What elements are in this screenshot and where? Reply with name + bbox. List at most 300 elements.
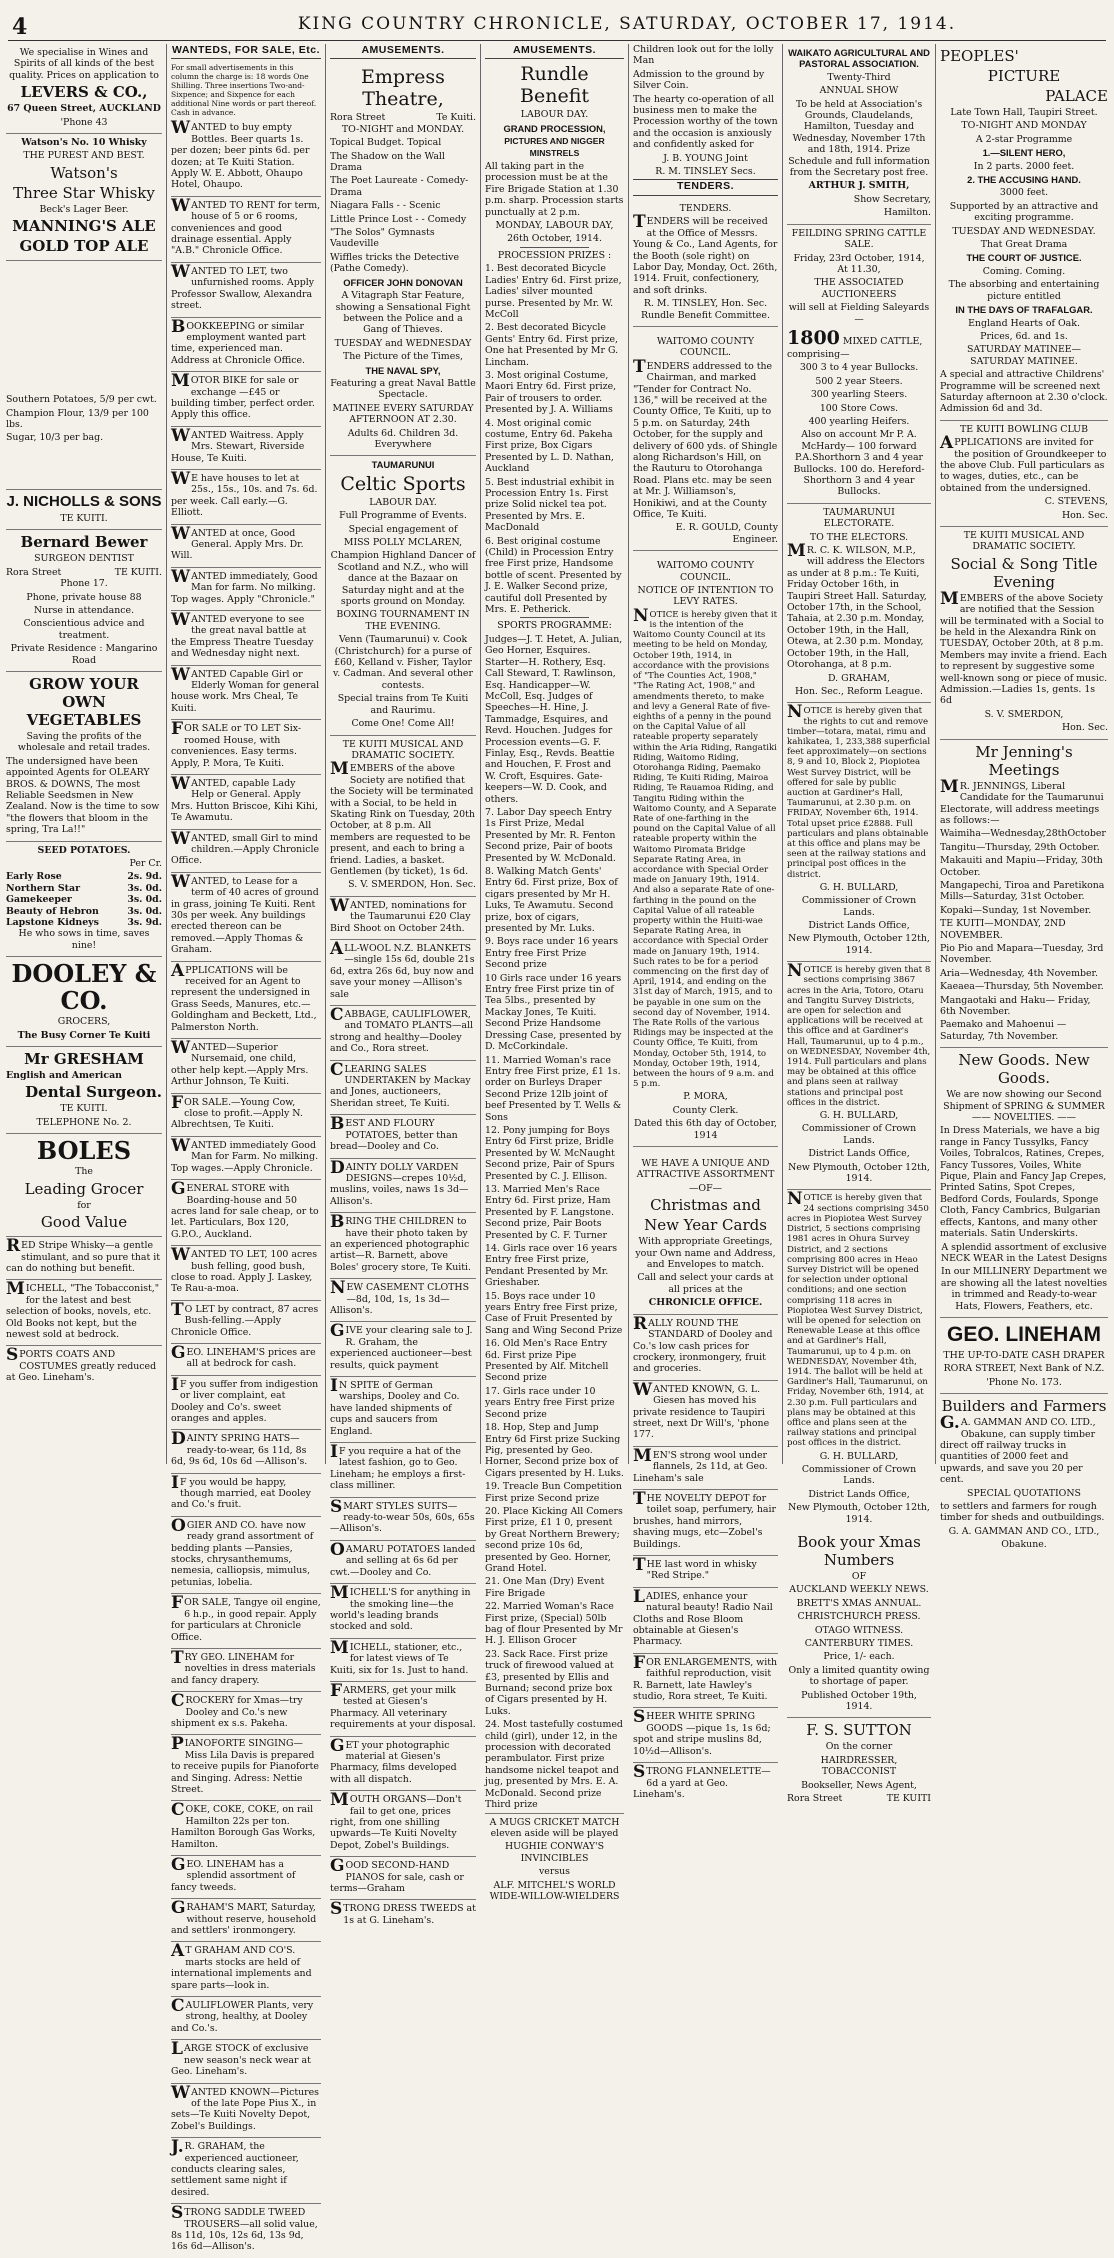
xmas-numbers-list [787, 1584, 931, 1649]
event-item: 23. Sack Race. First prize truck of firewood valued at £3, presented by Ellis and Burnand; second prize box of Cigars presented by H. Luks. [485, 1648, 614, 1717]
cattle-lot: 400 yearling Heifers. [808, 415, 910, 427]
small-ad-text: GET your photographic material at Giesen's Pharmacy, films developed with all dispatch. [330, 1735, 457, 1785]
admission-line: Admission to the ground by Silver Coin. [633, 68, 765, 92]
small-ad [330, 1857, 476, 1900]
small-ads [6, 1237, 162, 1388]
small-ad-text: STRONG DRESS TWEEDS at 1s at G. Lineham's. [330, 1899, 476, 1926]
palace-court: THE COURT OF JUSTICE. [966, 252, 1082, 264]
classified-ad [171, 427, 321, 470]
seed-potatoes-ad [6, 842, 162, 958]
xmas-office: CHRONICLE OFFICE. [648, 1297, 763, 1309]
small-ad-text: THE last word in whisky "Red Stripe." [633, 1555, 757, 1582]
bewer-phone: Phone 17. [60, 578, 108, 590]
celtic-sports-ad [330, 456, 476, 735]
small-ad-text: SHEER WHITE SPRING GOODS —pique 1s, 1s 6d; spot and stripe muslins 8d, 10½d—Allison's. [633, 1707, 771, 1757]
divider [520, 247, 590, 248]
social-sign2: Hon. Sec. [1061, 722, 1108, 734]
tenders-sign: R. M. TINSLEY, Hon. Sec. Rundle Benefit Committee. [641, 298, 770, 321]
prizes-heading: PROCESSION PRIZES : [497, 249, 612, 261]
feilding-who: THE ASSOCIATED AUCTIONEERS [814, 277, 904, 300]
classified-ad [171, 1376, 321, 1431]
classified-ad-text: WE have houses to let at 25s., 15s., 10s. and 7s. 6d. per week. Call early.—G. Elliott. [171, 468, 318, 519]
meeting-line: Mangaotaki and Haku— Friday, 6th November. [940, 994, 1091, 1017]
lineham-name: GEO. LINEHAM [946, 1322, 1101, 1346]
rundle-title: Rundle Benefit [520, 63, 589, 108]
small-ad-text: CLEARING SALES UNDERTAKEN by Mackay and Jones, auctioneers, Sheridan street, Te Kuiti. [330, 1059, 471, 1109]
notice-text: NOTICE is hereby given that 8 sections comprising 3867 acres in the Aria, Totoro, Otaru and Tangitu Survey Districts, are open for selection and applications will be received at this office and at Gardiner's Hall, Taumarunui, up to 4 p.m., on WEDNESDAY, November 4th, 1914. Full particulars and plans may be obtained at this office and plans seen at railway stations and principal post offices in the district. [787, 961, 931, 1108]
small-ad-text: LADIES, enhance your natural beauty! Radio Nail Cloths and Rose Bloom obtainable at Giesen's Pharmacy. [633, 1586, 773, 1648]
seed-price: 3s. 0d. [127, 905, 162, 917]
palace-loc: Late Town Hall, Taupiri Street. [950, 107, 1098, 118]
seed-name: Lapstone Kidneys [6, 917, 99, 929]
musical-sign: S. V. SMERDON, Hon. Sec. [348, 879, 476, 891]
classified-ad-text: WANTED Capable Girl or Elderly Woman for general house work. Mrs Cheal, Te Kuiti. [171, 664, 320, 714]
procession-prizes [485, 263, 624, 615]
classified-ad [171, 372, 321, 427]
price-line: Sugar, 10/3 per bag. [6, 432, 104, 444]
notice-sign-name: G. H. BULLARD, [819, 1110, 899, 1122]
classified-ad-text: WANTED immediately Good Man for Farm. No milking. Top wages.—Apply Chronicle. [171, 1135, 319, 1174]
small-ad-text: STRONG FLANNELETTE—6d a yard at Geo. Lineham's. [633, 1762, 771, 1800]
classified-ad [171, 1180, 321, 1246]
column-3 [326, 44, 480, 1926]
levers-name: LEVERS & CO., [20, 83, 148, 102]
feilding-mixed: MIXED CATTLE, comprising— [787, 335, 923, 360]
seed-price: 3s. 0d. [127, 894, 162, 906]
event-item: 13. Married Men's Race Entry 6d. First prize, Ham Presented by F. Langstone. Second prize, Pair Boots Presented by C. F. Turner [485, 1183, 614, 1241]
lineham-street: RORA STREET, Next Bank of N.Z. [943, 1363, 1105, 1375]
notice-sign-date: New Plymouth, October 12th, 1914. [788, 1161, 930, 1185]
small-ad [633, 1381, 778, 1447]
land-notice [787, 962, 931, 1190]
small-ad-text: DAINTY DOLLY VARDEN DESIGNS—crepes 10½d, muslins, voiles, naws 1s 3d—Allison's. [330, 1157, 469, 1207]
goods-body: In Dress Materials, we have a big range in Fancy Tussylks, Fancy Voiles, Tobralcos, Ratines, Crepes, Fancy Tussores, Voiles, White Pique, Plain and Fancy Jap Crepes, Printed Satins, Spot Crepes, Bedford Cords, Foulards, Sponge Cloth, Fancy Cambrics, Bulgarian effects, Kantons, and many other materials. Satin Underskirts. [940, 1125, 1107, 1240]
notice-sign-title: Commissioner of Crown Lands. [801, 1463, 917, 1487]
electorate-sign2: Hon. Sec., Reform League. [795, 685, 923, 697]
classified-ad-text: WANTED, capable Lady Help or General. Apply Mrs. Hutton Briscoe, Kihi Kihi, Te Awamutu. [171, 773, 318, 824]
program-line: Topical Budget. Topical [330, 137, 442, 149]
watson-ad [6, 134, 162, 261]
prize-item: 2. Best decorated Bicycle Gents' Entry 6d. First prize, One hat Presented by Mr G. Lincham. [485, 322, 619, 368]
event-item: 18. Hop, Step and Jump Entry 6d First prize Sucking Pig, presented by Geo. Horner, Second prize box of Cigars presented by H. Luks. [485, 1422, 624, 1479]
event-item: 20. Place Kicking All Comers First prize, £1 1 0, present by Great Northern Brewery; second prize 10s 6d, presented by Geo. Horner, Grand Hotel. [485, 1505, 623, 1574]
waitomo-tender-ad [633, 327, 778, 551]
classified-ad [171, 568, 321, 611]
gresham-town: TE KUITI. [60, 1103, 108, 1115]
palace-t1: PEOPLES' [940, 47, 1019, 65]
electorate-sub: TO THE ELECTORS. [809, 531, 909, 543]
lineham-phone: 'Phone No. 173. [986, 1376, 1062, 1388]
classified-ad-text: WANTED everyone to see the great naval battle at the Empress Theatre Tuesday and Wednesday night next. [171, 610, 314, 660]
sutton-street: Rora Street [787, 1793, 843, 1805]
gresham-ad [6, 1047, 162, 1134]
small-ad [633, 1447, 778, 1490]
small-ad [330, 1639, 476, 1682]
tenders-heading: TENDERS. [633, 179, 778, 195]
small-ad [633, 1315, 778, 1381]
prize-item: 5. Best industrial exhibit in Procession Entry 1s. First prize Solid nickel tea pot. Presented by Mrs. E. MacDonald [485, 476, 615, 534]
bewer-town: TE KUITI. [114, 566, 162, 578]
paper-title: CHRISTCHURCH PRESS. [797, 1611, 921, 1623]
column-4 [481, 44, 628, 1902]
seed-name: Northern Star [6, 882, 81, 894]
classified-ad [171, 1801, 321, 1856]
empress-when: TO-NIGHT and MONDAY. [341, 123, 465, 135]
feilding-num: 1800 [787, 326, 840, 349]
empress-town: Te Kuiti. [436, 112, 476, 124]
seed-row [6, 906, 162, 917]
classified-ad-text: WANTED, to Lease for a term of 40 acres of ground in grass, joining Te Kuiti. Rent 30s per week. Any buildings erected thereon can be removed.—Apply Thomas & Graham. [171, 871, 319, 956]
event-item: 10 Girls race under 16 years Entry free First prize tin of Tea 5lbs., presented by Mackay Jones, Te Kuiti. Second Prize Handsome Dressing Case, presented by D. McCorkindale. [485, 972, 622, 1053]
classified-ad [171, 119, 321, 196]
coop-line: The hearty co-operation of all business men to make the Procession worthy of the town and the occasion is anxiously and confidently asked for [633, 93, 778, 151]
empress-matinee: MATINEE EVERY SATURDAY AFTERNOON AT 2.30. [332, 402, 474, 426]
bewer-name: Bernard Bewer [20, 533, 148, 552]
small-ad-text: THE NOVELTY DEPOT for toilet soap, perfumery, hair brushes, hand mirrors, shaving mugs, etc—Zobel's Buildings. [633, 1488, 776, 1550]
column-1 [2, 44, 166, 1464]
grow-body: The undersigned have been appointed Agents for OLEARY BROS. & DOWNS, The most Reliable Seedsmen in New Zealand. Now is the time to sow "the flowers that bloom in the spring, Tra La!!" [6, 755, 160, 836]
classified-ad-text: CAULIFLOWER Plants, very strong, healthy, at Dooley and Co.'s. [171, 1996, 314, 2034]
notice-sign-name: G. H. BULLARD, [819, 881, 899, 893]
small-ad [330, 1061, 476, 1116]
gresham-sub: English and American [6, 1070, 122, 1082]
blank-space [6, 446, 162, 486]
event-item: 14. Girls race over 16 years Entry free First prize, Pendant Presented by Mr. Grieshaber. [485, 1243, 618, 1289]
seed-row [6, 894, 162, 905]
social-society: TE KUITI MUSICAL AND DRAMATIC SOCIETY. [963, 530, 1085, 553]
meeting-line: Pio Pio and Mapara—Tuesday, 3rd November. [940, 942, 1104, 966]
grow-ad [6, 672, 162, 842]
notice-sign-title: Commissioner of Crown Lands. [801, 1123, 917, 1146]
grow-sub: Saving the profits of the wholesale and retail trades. [17, 730, 151, 754]
waikato-show-ad [787, 44, 931, 225]
program-line: The Poet Laureate - Comedy-Drama [330, 175, 469, 198]
classified-ad-text: IF you suffer from indigestion or liver complaint, eat Dooley and Co's. sweet oranges and apples. [171, 1374, 319, 1424]
xmas-numbers-title: Book your Xmas Numbers [797, 1533, 921, 1569]
small-ad-text: MEN'S strong wool under flannels, 2s 11d, at Geo. Lineham's sale [633, 1445, 768, 1484]
dooley-corner: The Busy Corner Te Kuiti [17, 1029, 151, 1041]
meeting-line: Tangitu—Thursday, 29th October. [940, 841, 1100, 853]
classified-ad-text: IF you would be happy, though married, eat Dooley and Co.'s fruit. [171, 1472, 311, 1511]
gresham-name: Mr GRESHAM [24, 1050, 144, 1069]
lolly-line: Children look out for the lolly Man [633, 44, 774, 67]
small-ad [330, 1900, 476, 1931]
sutton-town: TE KUITI [886, 1793, 931, 1805]
program-line: Little Prince Lost - - Comedy [330, 213, 467, 225]
classified-ad [171, 470, 321, 525]
classified-ad [171, 1997, 321, 2040]
classified-ad-text: GEO. LINEHAM'S prices are all at bedrock for cash. [171, 1342, 316, 1370]
prize-item: 6. Best original costume (Child) in Procession Entry free First prize, Handsome bottle of scent. Presented by J. E. Walker Second prize, cautiful doll Presented by Mrs. E. Petherick. [485, 535, 622, 616]
classified-ad-text: AT GRAHAM AND CO'S. marts stocks are held of international implements and spare parts—look in. [171, 1941, 312, 1991]
small-ad [330, 1682, 476, 1737]
small-ad-text: ALL-WOOL N.Z. BLANKETS—single 15s 6d, double 21s 6d, extra 26s 6d, buy now and save your money —Allison's sale [330, 939, 475, 1000]
watson-title1: Watson's [50, 163, 118, 182]
classified-ad-text: J.R. GRAHAM, the experienced auctioneer, conducts clearing sales, settlement same night if desired. [171, 2137, 299, 2198]
column-heading: AMUSEMENTS. [485, 44, 624, 59]
small-ad-text: BEST AND FLOURY POTATOES, better than bread—Dooley and Co. [330, 1114, 458, 1153]
meeting-line: Waimiha—Wednesday,28thOctober [940, 828, 1106, 840]
rundle-date2: 26th October, 1914. [507, 233, 602, 245]
notice-sign-date: New Plymouth, October 12th, 1914. [788, 1502, 930, 1525]
builders-special: SPECIAL QUOTATIONS [967, 1487, 1081, 1499]
sports-events [485, 807, 624, 1811]
seed-price: 2s. 9d. [127, 871, 162, 883]
boles-l1: The [75, 1166, 93, 1178]
seed-name: Beauty of Hebron [6, 905, 99, 917]
small-ads [330, 897, 476, 1931]
bewer-residence: Private Residence : Mangarino Road [10, 643, 158, 666]
empress-program [330, 137, 476, 274]
classified-ad [171, 666, 321, 721]
boles-l2: Leading Grocer [24, 1179, 144, 1198]
xmas-numbers-ad [787, 1530, 931, 1718]
event-item: 22. Married Woman's Race First prize, (Special) 50lb bag of flour Presented by Mr H. J. Ellison Grocer [485, 1601, 623, 1647]
small-ad [633, 1654, 778, 1709]
classified-ad [171, 2084, 321, 2139]
builders-ad [940, 1394, 1108, 1555]
lineham-ad [940, 1318, 1108, 1394]
event-item: 17. Girls race under 10 years Entry free First prize Second prize [485, 1385, 615, 1420]
electorate-ad [787, 504, 931, 704]
cattle-lot: 300 yearling Steers. [810, 389, 908, 401]
classified-ad [171, 1094, 321, 1137]
classified-ad-text: WANTED, small Girl to mind children.—Apply Chronicle Office. [171, 828, 320, 867]
rates-notice: For small advertisements in this column the charge is: 18 words One Shilling. Three insertions Two-and-Sixpence; and Sixpence for each additional Nine words or part thereof. Cash in advance. [171, 63, 317, 118]
seed-footer: He who sows in time, saves nine! [18, 928, 150, 951]
watson-line2: THE PUREST AND BEST. [23, 150, 145, 162]
column-5 [629, 44, 782, 1800]
small-ad-text: OAMARU POTATOES landed and selling at 6s 6d per cwt.—Dooley and Co. [330, 1539, 476, 1578]
small-ad-text: CABBAGE, CAULIFLOWER, and TOMATO PLANTS—all strong and healthy—Dooley and Co., Rora street. [330, 1005, 473, 1055]
levers-ad [6, 44, 162, 134]
event-item: 8. Walking Match Gents' Entry 6d. First prize, Box of cigars presented by Mr H. Luks, Te Awamutu. Second prize, box of cigars, presented by Mr. Luks. [485, 866, 618, 935]
classified-ad [171, 611, 321, 666]
classified-ad [171, 1430, 321, 1473]
page-number: 4 [12, 14, 28, 40]
meeting-line: Makauiti and Mapiu—Friday, 30th October. [940, 855, 1103, 878]
small-ad [6, 1346, 162, 1388]
cattle-lot: 500 2 year Steers. [815, 375, 903, 387]
column-2 [167, 44, 325, 2253]
classified-ad [171, 318, 321, 373]
prices-ad [6, 261, 162, 490]
social-sign: S. V. SMERDON, [984, 708, 1064, 720]
small-ad-text: SPORTS COATS AND COSTUMES greatly reduced at Geo. Lineham's. [6, 1345, 157, 1384]
musical-society-ad [330, 736, 476, 897]
xmas-numbers-price: Price, 1/- each. [823, 1651, 895, 1663]
small-ad [330, 1322, 476, 1377]
waitomo-rates-ad [633, 551, 778, 1147]
event-item: 19. Treacle Bun Competition First prize Second prize [485, 1481, 622, 1504]
classified-ad [171, 1856, 321, 1899]
classified-ad [171, 720, 321, 775]
feilding-lots [787, 362, 931, 427]
palace-special: A special and attractive Childrens' Programme will be screened next Saturday afternoon at 2.30 o'clock. Admission 6d and 3d. [940, 369, 1108, 415]
electorate-title: TAUMARUNUI ELECTORATE. [823, 506, 895, 530]
meeting-line: TE KUITI—MONDAY, 2ND NOVEMBER. [940, 918, 1066, 941]
waitomo-sign: E. R. GOULD, County Engineer. [675, 522, 778, 545]
celtic-come: Come One! Come All! [351, 718, 455, 730]
bowling-club-ad [940, 421, 1108, 527]
cricket-versus: versus [539, 1866, 570, 1878]
classified-ad-text: WANTED at once, Good General. Apply Mrs. Dr. Will. [171, 523, 304, 562]
empress-pic: THE NAVAL SPY, [365, 364, 441, 376]
classified-ad-text: WANTED—Superior Nursemaid, one child, other help kept.—Apply Mrs. Arthur Johnson, Te Kuiti. [171, 1038, 309, 1088]
electorate-sign: D. GRAHAM, [828, 672, 890, 684]
bewer-ad [6, 530, 162, 672]
sutton-book: Bookseller, News Agent, [801, 1779, 917, 1791]
nicholls-name: J. NICHOLLS & SONS [6, 492, 162, 510]
small-ad-text: WANTED KNOWN, G. L. Giesen has moved his private residence to Taupiri street, next Dr Will's, 'phone 177. [633, 1379, 770, 1441]
gresham-phone: TELEPHONE No. 2. [36, 1116, 132, 1128]
price-line: Champion Flour, 13/9 per 100 lbs. [6, 407, 149, 431]
seed-title: SEED POTATOES. [37, 844, 131, 856]
small-ad-text: FARMERS, get your milk tested at Giesen's Pharmacy. All veterinary requirements at your disposal. [330, 1680, 476, 1731]
meeting-line: Paemako and Mahoenui — Saturday, 7th November. [940, 1019, 1067, 1042]
classified-list [171, 119, 321, 2257]
musical-title: TE KUITI MUSICAL AND DRAMATIC SOCIETY. [342, 738, 464, 761]
small-ad-text: NEW CASEMENT CLOTHS—8d, 10d, 1s, 1s 3d—Allison's. [330, 1278, 470, 1316]
classified-ad [171, 775, 321, 830]
dooley-name: DOOLEY & CO. [11, 959, 157, 1016]
small-ad-text: IN SPITE of German warships, Dooley and Co. have landed shipments of cups and saucers from England. [330, 1376, 460, 1437]
program-line: The Shadow on the Wall Drama [330, 150, 445, 174]
sutton-trade: HAIRDRESSER, TOBACCONIST [820, 1754, 898, 1778]
watson-title2: Three Star Whisky [13, 183, 155, 202]
small-ads [633, 1315, 778, 1806]
palace-f2: 2. THE ACCUSING HAND. [967, 174, 1081, 186]
small-ad [330, 1498, 476, 1541]
jennings-body: MR. JENNINGS, Liberal Candidate for the Taumarunui Electorate, will address meetings as follows:— [940, 776, 1104, 826]
cricket-team2: ALF. MITCHEL'S WORLD WIDE-WILLOW-WIELDERS [489, 1879, 620, 1902]
bewer-phone-private: Phone, private house 88 [26, 591, 142, 603]
secs2: R. M. TINSLEY Secs. [655, 166, 756, 178]
classified-ad [171, 1301, 321, 1344]
classified-ad [171, 1137, 321, 1180]
notice-sign-title: Commissioner of Crown Lands. [801, 895, 917, 918]
gresham-title: Dental Surgeon. [25, 1083, 162, 1102]
xmas-numbers-of: OF [851, 1571, 867, 1582]
small-ad-text: FOR ENLARGEMENTS, with faithful reproduction, visit R. Barnett, late Hawley's studio, Rora street, Te Kuiti. [633, 1652, 778, 1703]
boles-l4: Good Value [40, 1213, 128, 1232]
masthead-title: KING COUNTRY CHRONICLE, SATURDAY, OCTOBER 17, 1914. [297, 14, 957, 34]
classified-ad-text: TRY GEO. LINEHAM for novelties in dress materials and fancy drapery. [171, 1647, 316, 1686]
small-ad [330, 1791, 476, 1857]
celtic-prog: Full Programme of Events. [339, 510, 467, 522]
goods-neck: A splendid assortment of exclusive NECK WEAR in the Latest Designs [940, 1241, 1108, 1264]
land-notices [787, 703, 931, 1530]
xmas-title2: New Year Cards [644, 1216, 767, 1235]
grow-title: GROW YOUR OWN VEGETABLES [26, 674, 142, 729]
classified-ad-text: APPLICATIONS will be received for an Agent to represent the undersigned in Grass Seeds, Manures, etc.—Goldingham and Beckett, Ltd., Palmerston North. [171, 960, 317, 1033]
palace-matinee: SATURDAY MATINEE—SATURDAY MATINEE. [966, 344, 1082, 367]
small-ad [633, 1588, 778, 1654]
prize-item: 1. Best decorated Bicycle Ladies' Entry 6d. First prize, Ladies' silver mounted purse. Presented by Mr. W. McColl [485, 263, 622, 320]
event-item: 15. Boys race under 10 years Entry free First prize, Case of Fruit Presented by Sang and Wing Second Prize [485, 1290, 623, 1336]
palace-days: IN THE DAYS OF TRAFALGAR. [955, 304, 1093, 316]
social-body: MEMBERS of the above Society are notified that the Session will be terminated with a Social to be held in the Alexandra Rink on TUESDAY, October 20th, at 8 p.m. Members may invite a friend. Each to represent by suggestive some well-known song or piece of music. Admission.—Ladies 1s, gents. 1s 6d [940, 588, 1108, 707]
small-ad [330, 1213, 476, 1279]
blank-space [6, 264, 162, 394]
peoples-picture-palace-ad [940, 44, 1108, 421]
classified-ad [171, 1246, 321, 1301]
feilding-also: Also on account Mr P. A. McHardy— 100 forward P.A.Shorthorn 3 and 4 year Bullocks. 100 do. Hereford-Shorthorn 3 and 4 year Bullocks. [793, 429, 925, 498]
classified-ad [171, 873, 321, 962]
small-ad [330, 1443, 476, 1498]
waitomo-rates-sign1: P. MORA, [683, 1091, 728, 1103]
small-ad-text: SMART STYLES SUITS—ready-to-wear 50s, 60s, 65s—Allison's. [330, 1496, 475, 1535]
event-item: 9. Boys race under 16 years Entry free First Prize Second prize [485, 936, 619, 971]
notice-sign-office: District Lands Office, [808, 1148, 910, 1160]
seed-price: 3s. 9d. [127, 917, 162, 929]
palace-oak: England Hearts of Oak. [968, 317, 1080, 329]
classified-ad-text: WANTED KNOWN—Pictures of the late Pope Pius X., in sets—Te Kuiti Novelty Depot, Zobel's Buildings. [171, 2082, 319, 2132]
small-ad [330, 1279, 476, 1322]
paper-title: OTAGO WITNESS. [814, 1624, 904, 1636]
rundle-pictures: PICTURES AND NIGGER MINSTRELS [504, 136, 605, 158]
nicholls-town: TE KUITI. [60, 512, 108, 524]
jennings-list [940, 828, 1108, 1042]
waikato-title: WAIKATO AGRICULTURAL AND PASTORAL ASSOCIATION. [788, 47, 930, 70]
waikato-show: ANNUAL SHOW [819, 85, 899, 97]
classified-ad [171, 1899, 321, 1942]
empress-pic-desc: Featuring a great Naval Battle Spectacle. [330, 377, 476, 401]
waitomo-rates-sign2: County Clerk. [672, 1104, 739, 1116]
palace-coming: Coming. Coming. [982, 265, 1066, 277]
bewer-street: Rora Street [6, 566, 62, 578]
event-item: 11. Married Woman's race Entry free First prize, £1 1s. order on Burleys Draper Second Prize 12lb joint of beef Presented by T. Wells & Sons [485, 1054, 622, 1123]
classified-ad [171, 2204, 321, 2258]
waikato-sub: Twenty-Third [827, 71, 891, 83]
classified-ad-text: WANTED TO RENT for term, house of 5 or 6 rooms, conveniences and good drainage essential. Apply "A.B." Chronicle Office. [171, 195, 321, 257]
xmas-numbers-published: Published October 19th, 1914. [801, 1689, 917, 1713]
bowling-title: TE KUITI BOWLING CLUB [960, 423, 1088, 435]
jennings-ad [940, 740, 1108, 1049]
social-title: Social & Song Title Evening [950, 554, 1098, 591]
meeting-line: Mangapechi, Tiroa and Paretikona Mills—Saturday, 31st October. [940, 879, 1105, 903]
celtic-boxing: BOXING TOURNAMENT IN THE EVENING. [336, 609, 470, 632]
seed-row [6, 871, 162, 882]
xmas-body: With appropriate Greetings, your Own name and Address, and Envelopes to match. [635, 1236, 776, 1271]
classified-ad-text: LARGE STOCK of exclusive new season's neck wear at Geo. Lineham's. [171, 2039, 311, 2078]
cricket-team1: HUGHIE CONWAY'S INVINCIBLES [504, 1841, 605, 1864]
xmas-numbers-limited: Only a limited quantity owing to shortage of paper. [788, 1664, 930, 1688]
tenders-ad [633, 200, 778, 327]
column-heading: WANTEDS, FOR SALE, Etc. [171, 44, 321, 59]
classified-ad-text: COKE, COKE, COKE, on rail Hamilton 22s per ton. Hamilton Borough Gas Works, Hamilton. [171, 1800, 316, 1850]
lineham-sub: THE UP-TO-DATE CASH DRAPER [943, 1349, 1105, 1361]
small-ad [330, 1541, 476, 1584]
classified-ad-text: WANTED Waitress. Apply Mrs. Stewart, Riverside House, Te Kuiti. [171, 425, 305, 464]
seed-name: Early Rose [6, 871, 62, 883]
boles-l3: for [77, 1199, 91, 1211]
classified-ad-text: WANTED TO LET, two unfurnished rooms. Apply Professor Swallow, Alexandra street. [171, 261, 315, 312]
seed-row [6, 883, 162, 894]
levers-address: 67 Queen Street, AUCKLAND [7, 103, 161, 115]
waitomo-rates-date: Dated this 6th day of October, 1914 [633, 1118, 778, 1141]
feilding-sell: will sell at Fielding Saleyards— [788, 302, 930, 325]
xmas-call: Call and select your cards at all prices at the [637, 1272, 774, 1295]
land-notice [787, 1190, 931, 1530]
small-ad [330, 1006, 476, 1061]
small-ad-text: MICHELL'S for anything in the smoking line—the world's leading brands stocked and sold. [330, 1583, 471, 1633]
small-ad-text: BRING THE CHILDREN to have their photo taken by an experienced photographic artist—R. Barnett, above Boles' grocery store, Te Kuiti. [330, 1212, 471, 1273]
waikato-sign3: Hamilton. [883, 207, 931, 219]
goods-intro: We are now showing our Second Shipment of SPRING & SUMMER —— NOVELTIES. —— [943, 1089, 1105, 1124]
nicholls-ad [6, 490, 162, 530]
small-ad-text: GIVE your clearing sale to J. R. Graham, the experienced auctioneer—best results, quick payment [330, 1321, 473, 1371]
